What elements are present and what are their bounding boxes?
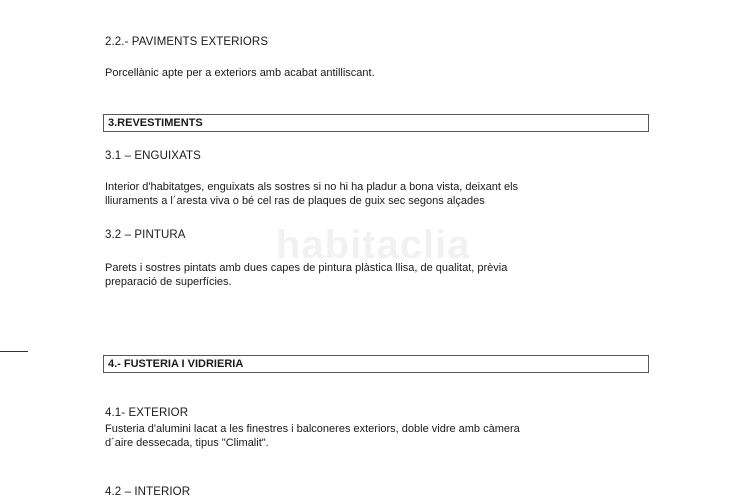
heading-2-2: 2.2.- PAVIMENTS EXTERIORS (105, 36, 269, 48)
heading-4-1: 4.1- EXTERIOR (105, 407, 189, 419)
paragraph-3-1 (105, 180, 645, 208)
heading-3-2: 3.2 – PINTURA (105, 229, 186, 241)
section-header-3: 3.REVESTIMENTS (103, 114, 649, 132)
paragraph-3-1-line-1: Interior d'habitatges, enguixats als sostres si no hi ha pladur a bona vista, deixant els (105, 181, 519, 193)
paragraph-2-2-line: Porcellànic apte per a exteriors amb acabat antilliscant. (105, 67, 375, 79)
paragraph-3-2-line-1: Parets i sostres pintats amb dues capes de pintura plàstica llisa, de qualitat, prèvia (105, 262, 508, 274)
paragraph-3-1-line-2: lliuraments a l´aresta viva o bé cel ras de plaques de guix sec segons alçades (105, 195, 485, 207)
heading-4-2: 4.2 – INTERIOR (105, 486, 191, 498)
paragraph-3-2 (105, 261, 645, 289)
paragraph-4-1-line-1: Fusteria d'alumini lacat a les finestres i balconeres exteriors, doble vidre amb càmera (105, 423, 520, 435)
section-header-4: 4.- FUSTERIA I VIDRIERIA (103, 355, 649, 373)
paragraph-3-2-line-2: preparació de superfícies. (105, 276, 232, 288)
paragraph-4-1-line-2: d´aire dessecada, tipus "Climalit". (105, 437, 269, 449)
paragraph-4-1 (105, 422, 645, 450)
margin-rule (0, 351, 28, 352)
heading-3-1: 3.1 – ENGUIXATS (105, 150, 201, 162)
watermark-logo: habitaclia (276, 223, 471, 267)
paragraph-2-2 (105, 66, 645, 80)
